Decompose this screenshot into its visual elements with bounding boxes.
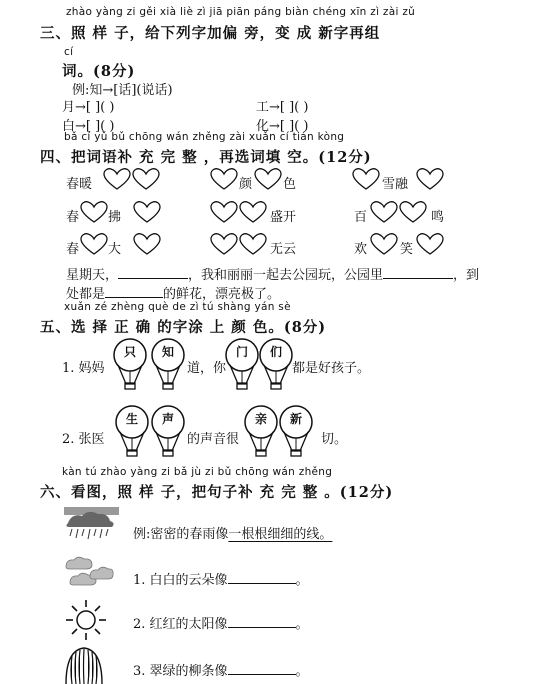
q-text: 3. 翠绿的柳条像 (133, 664, 228, 679)
q-end: 。 (295, 664, 309, 679)
s3-example: 例:知→[话](说话) (72, 83, 173, 98)
balloon-char: 只 (124, 345, 137, 359)
rain-cloud-icon (64, 505, 119, 543)
fill-blank[interactable] (383, 266, 453, 279)
heart-icon (80, 201, 110, 225)
fill-blank[interactable] (118, 266, 188, 279)
fill-blank[interactable] (228, 615, 296, 628)
s3-pinyin: zhào yàng zi gěi xià liè zì jiā piān páng biàn chéng xīn zì zài zǔ (66, 6, 416, 18)
heart-icon (370, 233, 400, 257)
balloon-char: 生 (126, 412, 139, 426)
s4-r3-right-mid: 笑 (400, 242, 414, 257)
s4-r2-end: 盛开 (270, 210, 297, 225)
fill-blank[interactable] (228, 662, 296, 675)
fill-blank[interactable] (228, 571, 296, 584)
q-text: 1. 白白的云朵像 (133, 573, 228, 588)
s6-pinyin: kàn tú zhào yàng zi bǎ jù zi bǔ chōng wán zhěng (62, 466, 333, 478)
s3-row2-left: 白→[ ]( ) (62, 119, 115, 134)
balloon-char: 亲 (255, 412, 268, 426)
s5-q1-suffix: 都是好孩子。 (292, 361, 371, 376)
balloon-char: 们 (270, 345, 283, 359)
s4-paragraph-line2 (66, 283, 280, 302)
heart-icon (416, 233, 446, 257)
heart-pair-icon (210, 201, 268, 225)
heart-icon (80, 233, 110, 257)
para-text: ，到 (453, 268, 480, 283)
balloon-char: 新 (290, 412, 303, 426)
s4-r1-end: 色 (283, 177, 297, 192)
balloon-char: 声 (162, 412, 175, 426)
para-text: 星期天， (66, 268, 119, 283)
s4-r3-end: 无云 (270, 242, 297, 257)
q-end: 。 (295, 573, 309, 588)
s5-heading: 五、选 择 正 确 的字涂 上 颜 色。(8分) (40, 319, 327, 336)
s4-r3-right-word: 欢 (354, 242, 368, 257)
s4-r2-right-word: 百 (354, 210, 368, 225)
s5-q2-suffix: 切。 (321, 432, 348, 447)
s3-pinyin2: cí (64, 46, 74, 58)
heart-icon (133, 233, 163, 257)
example-text: 例:密密的春雨像 (133, 527, 229, 542)
willow-icon (60, 644, 108, 684)
q-end: 。 (295, 617, 309, 632)
example-answer: 一根根细细的线。 (228, 527, 333, 542)
heart-icon (133, 201, 163, 225)
s4-r2-word: 春 (66, 210, 80, 225)
s5-q2-mid: 的声音很 (187, 432, 240, 447)
s3-row2-right: 化→[ ]( ) (256, 119, 309, 134)
sun-icon (64, 598, 108, 642)
s6-heading: 六、看图，照 样 子，把句子补 充 完 整 。(12分) (40, 484, 394, 501)
s6-q3 (133, 660, 309, 679)
cloud-icon (62, 555, 114, 589)
s4-r1-right: 雪融 (382, 177, 409, 192)
fill-blank[interactable] (105, 285, 163, 298)
balloon-char: 知 (162, 345, 175, 359)
s6-q1 (133, 569, 309, 588)
s4-paragraph-line1 (66, 264, 479, 283)
para-text: ，我和丽丽一起去公园玩，公园里 (188, 268, 384, 283)
para-text: 的鲜花，漂亮极了。 (163, 287, 281, 302)
s6-q2 (133, 613, 309, 632)
s3-heading: 三、照 样 子，给下列字加偏 旁，变 成 新字再组 (40, 25, 381, 42)
s5-pinyin: xuǎn zé zhèng què de zì tú shàng yán sè (64, 301, 291, 313)
s6-example (133, 523, 332, 542)
s4-r1-word: 春暖 (66, 177, 93, 192)
s4-r3-mid-word: 大 (108, 242, 122, 257)
heart-icon (416, 168, 446, 192)
s3-row1-left: 月→[ ]( ) (62, 100, 115, 115)
s5-q2-prefix: 2. 张医 (62, 432, 105, 447)
s5-q1-prefix: 1. 妈妈 (62, 361, 105, 376)
s3-row1-right: 工→[ ]( ) (256, 100, 309, 115)
s4-heading: 四、把词语补 充 完 整 ，再选词填 空。(12分) (40, 149, 372, 166)
s4-r2-right-end: 鸣 (431, 210, 445, 225)
s4-r1-mid: 颜 (239, 177, 253, 192)
heart-pair-icon (103, 168, 161, 192)
heart-pair-icon (210, 233, 268, 257)
s4-r3-word: 春 (66, 242, 80, 257)
s3-heading2: 词。(8分) (62, 63, 136, 80)
heart-icon (254, 168, 284, 192)
s5-q1-mid: 道，你 (187, 361, 227, 376)
q-text: 2. 红红的太阳像 (133, 617, 228, 632)
heart-pair-icon (370, 201, 428, 225)
para-text: 处都是 (66, 287, 106, 302)
balloon-char: 门 (236, 345, 249, 359)
s4-pinyin: bǎ cí yǔ bǔ chōng wán zhěng zài xuǎn cí tián kòng (64, 131, 345, 143)
s4-r2-mid-word: 拂 (108, 210, 122, 225)
heart-icon (352, 168, 382, 192)
